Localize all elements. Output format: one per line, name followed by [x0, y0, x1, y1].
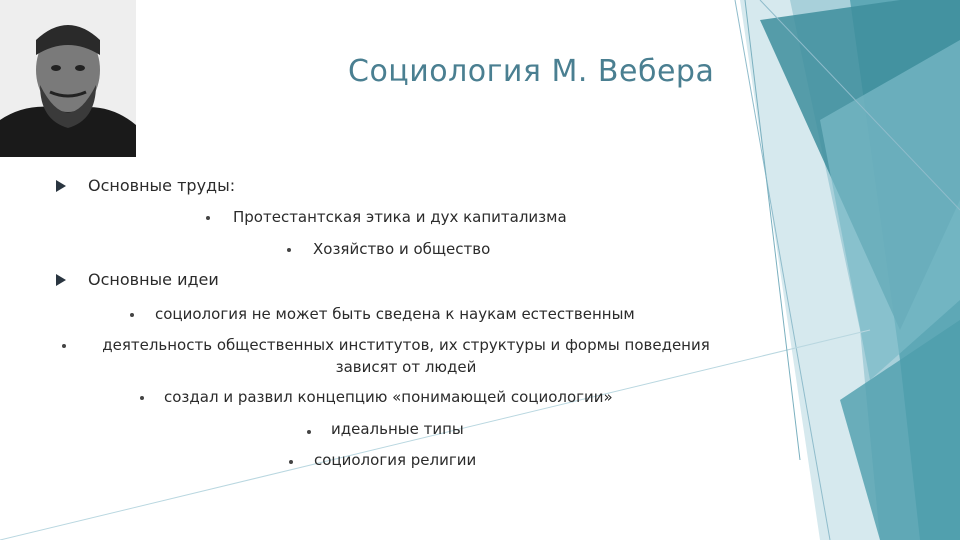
portrait-icon [0, 0, 136, 157]
list-item: идеальные типы [331, 420, 464, 438]
section-heading-works: Основные труды: [88, 176, 236, 195]
list-item: социология не может быть сведена к наукам естественным [155, 305, 635, 323]
bullet-icon [140, 396, 144, 400]
list-item: Протестантская этика и дух капитализма [233, 208, 567, 226]
bullet-icon [307, 430, 311, 434]
section-heading-ideas: Основные идеи [88, 270, 219, 289]
list-item: социология религии [314, 451, 477, 469]
portrait-photo [0, 0, 136, 157]
arrow-bullet-icon [56, 180, 66, 192]
list-item: Хозяйство и общество [313, 240, 491, 258]
bullet-icon [62, 344, 66, 348]
bullet-icon [206, 216, 210, 220]
list-item: деятельность общественных институтов, их структуры и формы поведения зависят от людей [102, 336, 710, 376]
bullet-icon [287, 248, 291, 252]
bullet-icon [130, 313, 134, 317]
list-item: создал и развил концепцию «понимающей социологии» [164, 388, 613, 406]
bullet-icon [289, 460, 293, 464]
slide-title: Социология М. Вебера [348, 54, 715, 89]
arrow-bullet-icon [56, 274, 66, 286]
